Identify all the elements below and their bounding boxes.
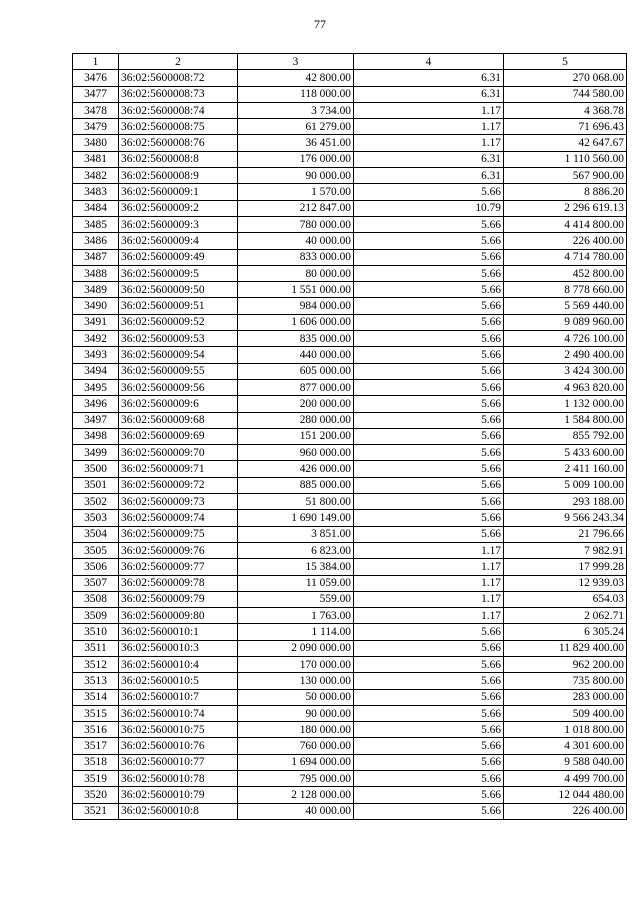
column-header: 4 bbox=[354, 54, 504, 70]
row-number-cell: 3519 bbox=[73, 771, 119, 787]
value-cell: 2 296 619.13 bbox=[504, 200, 627, 216]
cadastral-number-cell: 36:02:5600009:73 bbox=[119, 494, 238, 510]
rate-cell: 5.66 bbox=[354, 298, 504, 314]
area-cell: 90 000.00 bbox=[238, 705, 354, 721]
rate-cell: 10.79 bbox=[354, 200, 504, 216]
row-number-cell: 3478 bbox=[73, 102, 119, 118]
value-cell: 567 900.00 bbox=[504, 168, 627, 184]
value-cell: 21 796.66 bbox=[504, 526, 627, 542]
row-number-cell: 3517 bbox=[73, 738, 119, 754]
rate-cell: 5.66 bbox=[354, 754, 504, 770]
value-cell: 283 000.00 bbox=[504, 689, 627, 705]
value-cell: 4 714 780.00 bbox=[504, 249, 627, 265]
row-number-cell: 3492 bbox=[73, 331, 119, 347]
cadastral-number-cell: 36:02:5600009:2 bbox=[119, 200, 238, 216]
row-number-cell: 3484 bbox=[73, 200, 119, 216]
table-row bbox=[73, 298, 627, 314]
area-cell: 2 128 000.00 bbox=[238, 787, 354, 803]
rate-cell: 5.66 bbox=[354, 803, 504, 819]
rate-cell: 1.17 bbox=[354, 542, 504, 558]
area-cell: 170 000.00 bbox=[238, 656, 354, 672]
row-number-cell: 3508 bbox=[73, 591, 119, 607]
table-row bbox=[73, 102, 627, 118]
rate-cell: 5.66 bbox=[354, 265, 504, 281]
row-number-cell: 3504 bbox=[73, 526, 119, 542]
table-row bbox=[73, 200, 627, 216]
table-row bbox=[73, 787, 627, 803]
table-body bbox=[73, 70, 627, 820]
row-number-cell: 3483 bbox=[73, 184, 119, 200]
table-row bbox=[73, 771, 627, 787]
table-row bbox=[73, 249, 627, 265]
table-row bbox=[73, 379, 627, 395]
table-row bbox=[73, 151, 627, 167]
cadastral-number-cell: 36:02:5600009:49 bbox=[119, 249, 238, 265]
cadastral-value-table bbox=[72, 53, 627, 820]
value-cell: 71 696.43 bbox=[504, 119, 627, 135]
cadastral-number-cell: 36:02:5600009:68 bbox=[119, 412, 238, 428]
table-row bbox=[73, 494, 627, 510]
rate-cell: 5.66 bbox=[354, 689, 504, 705]
cadastral-number-cell: 36:02:5600009:4 bbox=[119, 233, 238, 249]
cadastral-number-cell: 36:02:5600010:74 bbox=[119, 705, 238, 721]
row-number-cell: 3506 bbox=[73, 559, 119, 575]
value-cell: 9 588 040.00 bbox=[504, 754, 627, 770]
table-header-row bbox=[73, 54, 627, 70]
value-cell: 452 800.00 bbox=[504, 265, 627, 281]
rate-cell: 1.17 bbox=[354, 608, 504, 624]
value-cell: 226 400.00 bbox=[504, 233, 627, 249]
row-number-cell: 3498 bbox=[73, 428, 119, 444]
value-cell: 1 132 000.00 bbox=[504, 396, 627, 412]
value-cell: 1 584 800.00 bbox=[504, 412, 627, 428]
value-cell: 270 068.00 bbox=[504, 70, 627, 86]
area-cell: 280 000.00 bbox=[238, 412, 354, 428]
cadastral-number-cell: 36:02:5600009:74 bbox=[119, 510, 238, 526]
cadastral-number-cell: 36:02:5600008:73 bbox=[119, 86, 238, 102]
area-cell: 130 000.00 bbox=[238, 673, 354, 689]
value-cell: 5 569 440.00 bbox=[504, 298, 627, 314]
table-row bbox=[73, 722, 627, 738]
value-cell: 4 414 800.00 bbox=[504, 216, 627, 232]
area-cell: 40 000.00 bbox=[238, 803, 354, 819]
cadastral-number-cell: 36:02:5600010:4 bbox=[119, 656, 238, 672]
cadastral-number-cell: 36:02:5600010:76 bbox=[119, 738, 238, 754]
rate-cell: 5.66 bbox=[354, 396, 504, 412]
rate-cell: 5.66 bbox=[354, 347, 504, 363]
row-number-cell: 3490 bbox=[73, 298, 119, 314]
table-row bbox=[73, 461, 627, 477]
row-number-cell: 3501 bbox=[73, 477, 119, 493]
table-row bbox=[73, 347, 627, 363]
area-cell: 176 000.00 bbox=[238, 151, 354, 167]
cadastral-number-cell: 36:02:5600008:9 bbox=[119, 168, 238, 184]
value-cell: 1 018 800.00 bbox=[504, 722, 627, 738]
row-number-cell: 3482 bbox=[73, 168, 119, 184]
rate-cell: 5.66 bbox=[354, 314, 504, 330]
rate-cell: 1.17 bbox=[354, 102, 504, 118]
value-cell: 4 368.78 bbox=[504, 102, 627, 118]
area-cell: 90 000.00 bbox=[238, 168, 354, 184]
value-cell: 744 580.00 bbox=[504, 86, 627, 102]
rate-cell: 1.17 bbox=[354, 575, 504, 591]
cadastral-number-cell: 36:02:5600008:72 bbox=[119, 70, 238, 86]
value-cell: 293 188.00 bbox=[504, 494, 627, 510]
value-cell: 4 963 820.00 bbox=[504, 379, 627, 395]
cadastral-number-cell: 36:02:5600010:75 bbox=[119, 722, 238, 738]
rate-cell: 1.17 bbox=[354, 591, 504, 607]
table-row bbox=[73, 608, 627, 624]
table-row bbox=[73, 331, 627, 347]
rate-cell: 6.31 bbox=[354, 86, 504, 102]
value-cell: 735 800.00 bbox=[504, 673, 627, 689]
cadastral-number-cell: 36:02:5600009:76 bbox=[119, 542, 238, 558]
row-number-cell: 3516 bbox=[73, 722, 119, 738]
area-cell: 180 000.00 bbox=[238, 722, 354, 738]
rate-cell: 5.66 bbox=[354, 412, 504, 428]
row-number-cell: 3500 bbox=[73, 461, 119, 477]
value-cell: 12 939.03 bbox=[504, 575, 627, 591]
area-cell: 426 000.00 bbox=[238, 461, 354, 477]
area-cell: 833 000.00 bbox=[238, 249, 354, 265]
rate-cell: 5.66 bbox=[354, 510, 504, 526]
cadastral-number-cell: 36:02:5600009:55 bbox=[119, 363, 238, 379]
area-cell: 1 690 149.00 bbox=[238, 510, 354, 526]
cadastral-number-cell: 36:02:5600009:1 bbox=[119, 184, 238, 200]
row-number-cell: 3513 bbox=[73, 673, 119, 689]
table-row bbox=[73, 526, 627, 542]
value-cell: 5 009 100.00 bbox=[504, 477, 627, 493]
table-row bbox=[73, 86, 627, 102]
page-number: 77 bbox=[314, 17, 326, 31]
rate-cell: 5.66 bbox=[354, 379, 504, 395]
cadastral-number-cell: 36:02:5600008:74 bbox=[119, 102, 238, 118]
cadastral-number-cell: 36:02:5600008:8 bbox=[119, 151, 238, 167]
cadastral-number-cell: 36:02:5600009:54 bbox=[119, 347, 238, 363]
table-row bbox=[73, 542, 627, 558]
value-cell: 509 400.00 bbox=[504, 705, 627, 721]
table-row bbox=[73, 233, 627, 249]
value-cell: 226 400.00 bbox=[504, 803, 627, 819]
area-cell: 440 000.00 bbox=[238, 347, 354, 363]
rate-cell: 5.66 bbox=[354, 656, 504, 672]
rate-cell: 5.66 bbox=[354, 363, 504, 379]
row-number-cell: 3480 bbox=[73, 135, 119, 151]
rate-cell: 5.66 bbox=[354, 494, 504, 510]
row-number-cell: 3518 bbox=[73, 754, 119, 770]
table-row bbox=[73, 705, 627, 721]
area-cell: 1 570.00 bbox=[238, 184, 354, 200]
rate-cell: 5.66 bbox=[354, 184, 504, 200]
area-cell: 6 823.00 bbox=[238, 542, 354, 558]
row-number-cell: 3502 bbox=[73, 494, 119, 510]
row-number-cell: 3515 bbox=[73, 705, 119, 721]
cadastral-number-cell: 36:02:5600009:75 bbox=[119, 526, 238, 542]
column-header: 3 bbox=[238, 54, 354, 70]
table-row bbox=[73, 445, 627, 461]
row-number-cell: 3479 bbox=[73, 119, 119, 135]
row-number-cell: 3514 bbox=[73, 689, 119, 705]
value-cell: 1 110 560.00 bbox=[504, 151, 627, 167]
row-number-cell: 3520 bbox=[73, 787, 119, 803]
area-cell: 42 800.00 bbox=[238, 70, 354, 86]
rate-cell: 5.66 bbox=[354, 738, 504, 754]
row-number-cell: 3507 bbox=[73, 575, 119, 591]
column-header: 1 bbox=[73, 54, 119, 70]
area-cell: 61 279.00 bbox=[238, 119, 354, 135]
cadastral-number-cell: 36:02:5600009:78 bbox=[119, 575, 238, 591]
rate-cell: 5.66 bbox=[354, 771, 504, 787]
cadastral-number-cell: 36:02:5600009:70 bbox=[119, 445, 238, 461]
table-row bbox=[73, 70, 627, 86]
cadastral-number-cell: 36:02:5600010:5 bbox=[119, 673, 238, 689]
area-cell: 118 000.00 bbox=[238, 86, 354, 102]
area-cell: 1 114.00 bbox=[238, 624, 354, 640]
area-cell: 80 000.00 bbox=[238, 265, 354, 281]
area-cell: 51 800.00 bbox=[238, 494, 354, 510]
rate-cell: 5.66 bbox=[354, 722, 504, 738]
area-cell: 1 694 000.00 bbox=[238, 754, 354, 770]
area-cell: 200 000.00 bbox=[238, 396, 354, 412]
rate-cell: 5.66 bbox=[354, 705, 504, 721]
cadastral-number-cell: 36:02:5600009:52 bbox=[119, 314, 238, 330]
cadastral-number-cell: 36:02:5600010:8 bbox=[119, 803, 238, 819]
rate-cell: 1.17 bbox=[354, 135, 504, 151]
cadastral-number-cell: 36:02:5600010:1 bbox=[119, 624, 238, 640]
area-cell: 780 000.00 bbox=[238, 216, 354, 232]
cadastral-number-cell: 36:02:5600010:78 bbox=[119, 771, 238, 787]
cadastral-number-cell: 36:02:5600009:71 bbox=[119, 461, 238, 477]
rate-cell: 5.66 bbox=[354, 640, 504, 656]
value-cell: 8 778 660.00 bbox=[504, 282, 627, 298]
table-row bbox=[73, 265, 627, 281]
row-number-cell: 3491 bbox=[73, 314, 119, 330]
table-row bbox=[73, 559, 627, 575]
row-number-cell: 3477 bbox=[73, 86, 119, 102]
table-row bbox=[73, 754, 627, 770]
rate-cell: 5.66 bbox=[354, 282, 504, 298]
row-number-cell: 3512 bbox=[73, 656, 119, 672]
table-row bbox=[73, 477, 627, 493]
value-cell: 6 305.24 bbox=[504, 624, 627, 640]
table-row bbox=[73, 575, 627, 591]
row-number-cell: 3476 bbox=[73, 70, 119, 86]
table-row bbox=[73, 624, 627, 640]
value-cell: 855 792.00 bbox=[504, 428, 627, 444]
table-row bbox=[73, 640, 627, 656]
cadastral-number-cell: 36:02:5600009:56 bbox=[119, 379, 238, 395]
value-cell: 9 566 243.34 bbox=[504, 510, 627, 526]
rate-cell: 5.66 bbox=[354, 526, 504, 542]
cadastral-number-cell: 36:02:5600009:69 bbox=[119, 428, 238, 444]
row-number-cell: 3486 bbox=[73, 233, 119, 249]
table-row bbox=[73, 428, 627, 444]
column-header: 5 bbox=[504, 54, 627, 70]
value-cell: 17 999.28 bbox=[504, 559, 627, 575]
rate-cell: 5.66 bbox=[354, 673, 504, 689]
cadastral-number-cell: 36:02:5600010:79 bbox=[119, 787, 238, 803]
cadastral-number-cell: 36:02:5600008:76 bbox=[119, 135, 238, 151]
table-row bbox=[73, 363, 627, 379]
area-cell: 1 606 000.00 bbox=[238, 314, 354, 330]
rate-cell: 5.66 bbox=[354, 461, 504, 477]
row-number-cell: 3493 bbox=[73, 347, 119, 363]
area-cell: 11 059.00 bbox=[238, 575, 354, 591]
value-cell: 4 499 700.00 bbox=[504, 771, 627, 787]
table-row bbox=[73, 282, 627, 298]
area-cell: 212 847.00 bbox=[238, 200, 354, 216]
table-row bbox=[73, 135, 627, 151]
area-cell: 15 384.00 bbox=[238, 559, 354, 575]
value-cell: 3 424 300.00 bbox=[504, 363, 627, 379]
area-cell: 885 000.00 bbox=[238, 477, 354, 493]
table-row bbox=[73, 216, 627, 232]
row-number-cell: 3505 bbox=[73, 542, 119, 558]
table-row bbox=[73, 412, 627, 428]
area-cell: 559.00 bbox=[238, 591, 354, 607]
cadastral-number-cell: 36:02:5600009:50 bbox=[119, 282, 238, 298]
row-number-cell: 3487 bbox=[73, 249, 119, 265]
table-row bbox=[73, 656, 627, 672]
area-cell: 36 451.00 bbox=[238, 135, 354, 151]
row-number-cell: 3489 bbox=[73, 282, 119, 298]
value-cell: 2 490 400.00 bbox=[504, 347, 627, 363]
rate-cell: 5.66 bbox=[354, 216, 504, 232]
cadastral-number-cell: 36:02:5600009:72 bbox=[119, 477, 238, 493]
row-number-cell: 3494 bbox=[73, 363, 119, 379]
area-cell: 605 000.00 bbox=[238, 363, 354, 379]
row-number-cell: 3488 bbox=[73, 265, 119, 281]
cadastral-number-cell: 36:02:5600009:77 bbox=[119, 559, 238, 575]
value-cell: 2 411 160.00 bbox=[504, 461, 627, 477]
area-cell: 835 000.00 bbox=[238, 331, 354, 347]
table-row bbox=[73, 314, 627, 330]
cadastral-number-cell: 36:02:5600009:3 bbox=[119, 216, 238, 232]
rate-cell: 6.31 bbox=[354, 151, 504, 167]
table-row bbox=[73, 184, 627, 200]
table-row bbox=[73, 396, 627, 412]
value-cell: 11 829 400.00 bbox=[504, 640, 627, 656]
value-cell: 4 301 600.00 bbox=[504, 738, 627, 754]
rate-cell: 5.66 bbox=[354, 233, 504, 249]
value-cell: 654.03 bbox=[504, 591, 627, 607]
cadastral-number-cell: 36:02:5600009:80 bbox=[119, 608, 238, 624]
value-cell: 9 089 960.00 bbox=[504, 314, 627, 330]
rate-cell: 5.66 bbox=[354, 787, 504, 803]
area-cell: 1 551 000.00 bbox=[238, 282, 354, 298]
rate-cell: 5.66 bbox=[354, 445, 504, 461]
row-number-cell: 3499 bbox=[73, 445, 119, 461]
table-row bbox=[73, 738, 627, 754]
table-row bbox=[73, 803, 627, 819]
rate-cell: 6.31 bbox=[354, 168, 504, 184]
value-cell: 8 886.20 bbox=[504, 184, 627, 200]
area-cell: 960 000.00 bbox=[238, 445, 354, 461]
area-cell: 40 000.00 bbox=[238, 233, 354, 249]
row-number-cell: 3511 bbox=[73, 640, 119, 656]
value-cell: 42 647.67 bbox=[504, 135, 627, 151]
rate-cell: 1.17 bbox=[354, 119, 504, 135]
area-cell: 50 000.00 bbox=[238, 689, 354, 705]
row-number-cell: 3521 bbox=[73, 803, 119, 819]
value-cell: 7 982.91 bbox=[504, 542, 627, 558]
cadastral-number-cell: 36:02:5600009:53 bbox=[119, 331, 238, 347]
row-number-cell: 3503 bbox=[73, 510, 119, 526]
cadastral-number-cell: 36:02:5600009:6 bbox=[119, 396, 238, 412]
value-cell: 2 062.71 bbox=[504, 608, 627, 624]
table-row bbox=[73, 510, 627, 526]
row-number-cell: 3496 bbox=[73, 396, 119, 412]
value-cell: 12 044 480.00 bbox=[504, 787, 627, 803]
cadastral-number-cell: 36:02:5600009:51 bbox=[119, 298, 238, 314]
rate-cell: 5.66 bbox=[354, 477, 504, 493]
area-cell: 3 734.00 bbox=[238, 102, 354, 118]
table-row bbox=[73, 119, 627, 135]
rate-cell: 6.31 bbox=[354, 70, 504, 86]
value-cell: 5 433 600.00 bbox=[504, 445, 627, 461]
table-row bbox=[73, 689, 627, 705]
area-cell: 877 000.00 bbox=[238, 379, 354, 395]
row-number-cell: 3485 bbox=[73, 216, 119, 232]
area-cell: 760 000.00 bbox=[238, 738, 354, 754]
cadastral-number-cell: 36:02:5600008:75 bbox=[119, 119, 238, 135]
area-cell: 151 200.00 bbox=[238, 428, 354, 444]
row-number-cell: 3509 bbox=[73, 608, 119, 624]
rate-cell: 1.17 bbox=[354, 559, 504, 575]
cadastral-number-cell: 36:02:5600009:79 bbox=[119, 591, 238, 607]
row-number-cell: 3497 bbox=[73, 412, 119, 428]
rate-cell: 5.66 bbox=[354, 331, 504, 347]
row-number-cell: 3481 bbox=[73, 151, 119, 167]
column-header: 2 bbox=[119, 54, 238, 70]
area-cell: 795 000.00 bbox=[238, 771, 354, 787]
row-number-cell: 3510 bbox=[73, 624, 119, 640]
table-row bbox=[73, 591, 627, 607]
value-cell: 4 726 100.00 bbox=[504, 331, 627, 347]
area-cell: 2 090 000.00 bbox=[238, 640, 354, 656]
rate-cell: 5.66 bbox=[354, 624, 504, 640]
table-row bbox=[73, 168, 627, 184]
cadastral-number-cell: 36:02:5600010:3 bbox=[119, 640, 238, 656]
cadastral-number-cell: 36:02:5600009:5 bbox=[119, 265, 238, 281]
table-row bbox=[73, 673, 627, 689]
area-cell: 984 000.00 bbox=[238, 298, 354, 314]
area-cell: 1 763.00 bbox=[238, 608, 354, 624]
rate-cell: 5.66 bbox=[354, 428, 504, 444]
rate-cell: 5.66 bbox=[354, 249, 504, 265]
area-cell: 3 851.00 bbox=[238, 526, 354, 542]
cadastral-number-cell: 36:02:5600010:7 bbox=[119, 689, 238, 705]
row-number-cell: 3495 bbox=[73, 379, 119, 395]
value-cell: 962 200.00 bbox=[504, 656, 627, 672]
cadastral-number-cell: 36:02:5600010:77 bbox=[119, 754, 238, 770]
